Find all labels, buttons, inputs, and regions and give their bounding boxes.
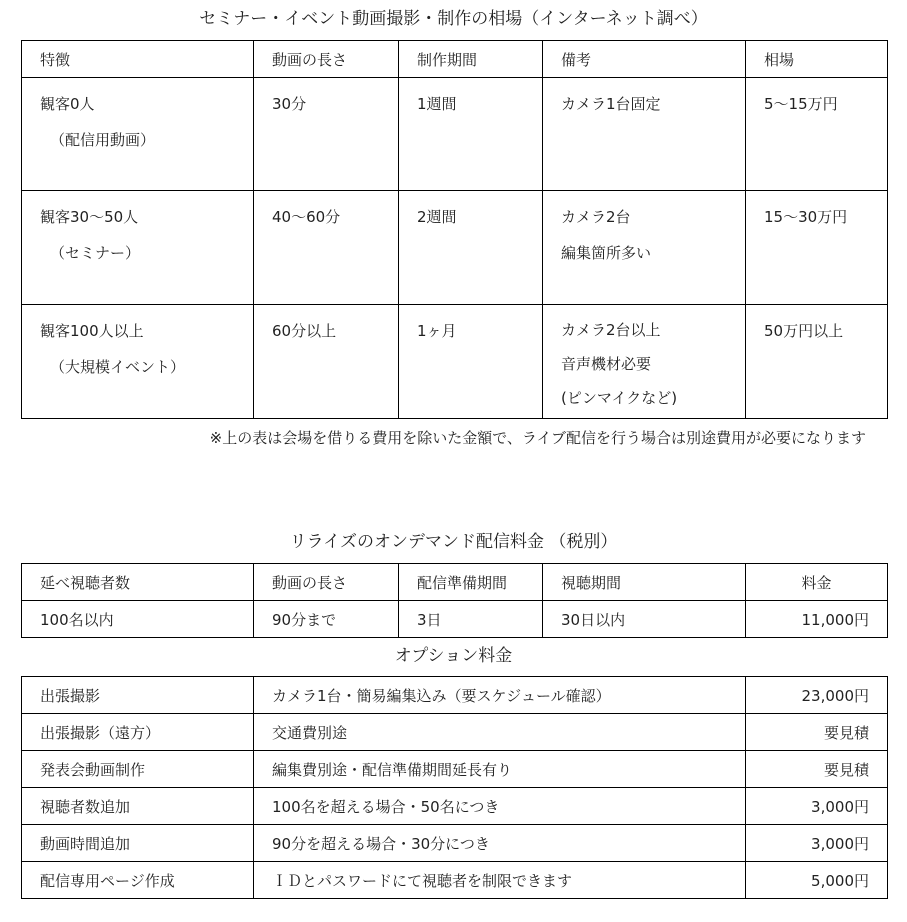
header-viewing-period: 視聴期間 (543, 564, 746, 601)
cell-option-price: 要見積 (746, 714, 888, 751)
note-line: カメラ2台以上 (561, 321, 661, 339)
table-row (22, 751, 888, 788)
header-prep-period: 配信準備期間 (399, 564, 543, 601)
cell-length (254, 305, 399, 419)
cell-option-price: 3,000円 (746, 825, 888, 862)
header-price: 相場 (746, 41, 888, 78)
table-row (22, 601, 888, 638)
header-notes: 備考 (543, 41, 746, 78)
length-value: 60分以上 (272, 322, 337, 340)
table-header-row (22, 564, 888, 601)
cell-option-detail: 100名を超える場合・50名につき (254, 788, 746, 825)
market-price-title: セミナー・イベント動画撮影・制作の相場（インターネット調べ） (199, 9, 708, 29)
cell-notes (543, 78, 746, 191)
cell-option-name: 動画時間追加 (22, 825, 254, 862)
table-row (22, 714, 888, 751)
cell-prep-period: 3日 (399, 601, 543, 638)
cell-price (746, 305, 888, 419)
cell-option-price: 要見積 (746, 751, 888, 788)
cell-length (254, 78, 399, 191)
cell-option-detail: ＩＤとパスワードにて視聴者を制限できます (254, 862, 746, 899)
cell-notes (543, 305, 746, 419)
table-header-row (22, 41, 888, 78)
cell-feature (22, 305, 254, 419)
feature-label: 観客30～50人 (40, 208, 139, 226)
table-row (22, 677, 888, 714)
market-price-table (21, 40, 888, 419)
period-value: 1ヶ月 (417, 322, 457, 340)
table-row (22, 78, 888, 191)
price-value: 50万円以上 (764, 322, 844, 340)
cell-option-name: 出張撮影 (22, 677, 254, 714)
cell-feature (22, 191, 254, 305)
on-demand-pricing-table (21, 563, 888, 638)
header-length: 動画の長さ (254, 41, 399, 78)
header-viewers: 延べ視聴者数 (22, 564, 254, 601)
cell-period (399, 78, 543, 191)
price-value: 15～30万円 (764, 208, 848, 226)
cell-length: 90分まで (254, 601, 399, 638)
cell-option-price: 3,000円 (746, 788, 888, 825)
cell-period (399, 191, 543, 305)
cell-option-price: 5,000円 (746, 862, 888, 899)
table-row (22, 191, 888, 305)
cell-price (746, 191, 888, 305)
header-feature: 特徴 (22, 41, 254, 78)
table-row (22, 825, 888, 862)
cell-option-price: 23,000円 (746, 677, 888, 714)
cell-length (254, 191, 399, 305)
length-value: 40～60分 (272, 208, 341, 226)
header-length: 動画の長さ (254, 564, 399, 601)
feature-label: 観客0人 (40, 95, 95, 113)
cell-option-detail: 交通費別途 (254, 714, 746, 751)
table-row (22, 862, 888, 899)
cell-feature (22, 78, 254, 191)
cell-viewers: 100名以内 (22, 601, 254, 638)
feature-sublabel: （配信用動画） (50, 131, 156, 149)
period-value: 2週間 (417, 208, 457, 226)
header-period: 制作期間 (399, 41, 543, 78)
cell-fee: 11,000円 (746, 601, 888, 638)
options-title: オプション料金 (394, 646, 513, 666)
cell-option-name: 出張撮影（遠方） (22, 714, 254, 751)
note-line: 編集箇所多い (561, 244, 652, 262)
cell-option-detail: 編集費別途・配信準備期間延長有り (254, 751, 746, 788)
length-value: 30分 (272, 95, 307, 113)
feature-sublabel: （大規模イベント） (50, 358, 186, 376)
on-demand-pricing-title: リライズのオンデマンド配信料金 （税別） (289, 532, 618, 552)
cell-option-detail: 90分を超える場合・30分につき (254, 825, 746, 862)
period-value: 1週間 (417, 95, 457, 113)
cell-period (399, 305, 543, 419)
options-table (21, 676, 888, 899)
note-line: カメラ2台 (561, 208, 631, 226)
cell-option-name: 視聴者数追加 (22, 788, 254, 825)
feature-label: 観客100人以上 (40, 322, 144, 340)
cell-notes (543, 191, 746, 305)
cell-option-detail: カメラ1台・簡易編集込み（要スケジュール確認） (254, 677, 746, 714)
table-row (22, 788, 888, 825)
footnote: ※上の表は会場を借りる費用を除いた金額で、ライブ配信を行う場合は別途費用が必要になります (209, 429, 866, 447)
cell-viewing-period: 30日以内 (543, 601, 746, 638)
cell-option-name: 配信専用ページ作成 (22, 862, 254, 899)
note-line: (ピンマイクなど) (561, 389, 678, 407)
feature-sublabel: （セミナー） (50, 244, 141, 262)
cell-price (746, 78, 888, 191)
table-row (22, 305, 888, 419)
price-value: 5～15万円 (764, 95, 838, 113)
note-line: カメラ1台固定 (561, 95, 661, 113)
cell-option-name: 発表会動画制作 (22, 751, 254, 788)
note-line: 音声機材必要 (561, 355, 652, 373)
header-fee: 料金 (746, 564, 888, 601)
